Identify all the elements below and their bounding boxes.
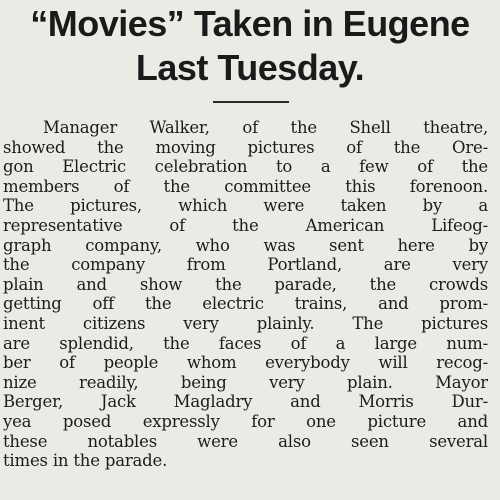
body-line: nize readily, being very plain. Mayor [3,372,488,392]
body-line: inent citizens very plainly. The pictures [3,313,488,333]
body-line: showed the moving pictures of the Ore- [3,137,488,157]
article-body [3,118,488,471]
body-line: representative of the American Lifeog- [3,215,488,235]
body-line: yea posed expressly for one picture and [3,411,488,431]
body-line: are splendid, the faces of a large num- [3,333,488,353]
body-line: ber of people whom everybody will recog- [3,353,488,373]
body-line: plain and show the parade, the crowds [3,274,488,294]
body-line: times in the parade. [3,451,168,471]
body-line: graph company, who was sent here by [3,235,488,255]
body-line: The pictures, which were taken by a [3,196,488,216]
body-line: Manager Walker, of the Shell theatre, [43,118,488,137]
body-line: Berger, Jack Magladry and Morris Dur- [3,392,488,412]
body-line: members of the committee this forenoon. [3,176,488,196]
body-line: the company from Portland, are very [3,255,488,275]
body-line: gon Electric celebration to a few of the [3,157,488,177]
body-line: these notables were also seen several [3,431,488,451]
headline-line-1: “Movies” Taken in Eugene [30,3,470,44]
headline-divider [213,101,289,103]
headline-line-2: Last Tuesday. [135,47,365,88]
body-line: getting off the electric trains, and prom- [3,294,488,314]
